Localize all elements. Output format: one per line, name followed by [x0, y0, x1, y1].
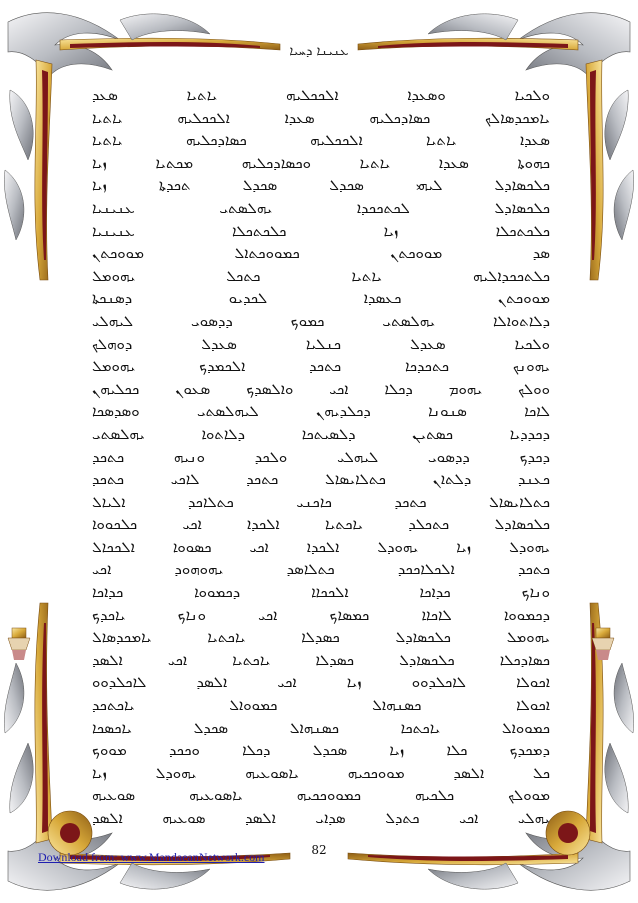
text-line — [92, 242, 550, 265]
text-word: ܡܘܘܠܟ — [508, 786, 550, 805]
text-word: ܙܝܐ — [389, 741, 405, 760]
text-word: ܟܠܟܬܟܠܐ — [495, 221, 550, 240]
text-word: ܟܣܢܗܐܠ — [289, 718, 340, 737]
text-word: ܟܡܘܘܐܠ — [501, 718, 550, 737]
text-word: ܟܬܟܕ — [92, 447, 125, 466]
text-line — [92, 717, 550, 740]
text-word: ܘܠܟܝܐ — [514, 334, 550, 353]
text-word: ܕܟܠܐ — [242, 741, 271, 760]
text-line — [92, 107, 550, 130]
text-word: ܬܟܕܬܐ — [158, 176, 191, 195]
text-line — [92, 378, 550, 401]
text-line — [92, 536, 550, 559]
text-word: ܕܡܟܕܟ — [509, 741, 550, 760]
text-word: ܣܥܘܢ — [175, 379, 211, 398]
text-word: ܐܠܟܠܐܟܟܕ — [397, 560, 455, 579]
text-word: ܝܐܬܝܐ — [92, 108, 123, 127]
text-word: ܐܠܣܕ — [453, 763, 485, 782]
text-word: ܙܝܐ — [92, 176, 107, 195]
text-word: ܝܗܠܣܬܝ — [219, 198, 273, 217]
text-word: ܟܬܟܕܟܐ — [404, 357, 450, 376]
text-word: ܕܕܣܘܝ — [190, 311, 233, 330]
text-word: ܐܠܟܕܐ — [247, 515, 280, 534]
text-word: ܐܟܝ — [167, 650, 188, 669]
text-word: ܣܟܕܠ — [329, 176, 364, 195]
text-word: ܣܘܥܝܗ — [92, 786, 136, 805]
text-word: ܡܘܘܟܬܢ — [92, 244, 145, 263]
text-word: ܐܠܝܐܠ — [92, 492, 126, 511]
text-word: ܟܬܟܕ — [394, 492, 427, 511]
text-word: ܠܝܗܝ — [415, 176, 443, 195]
text-line — [92, 468, 550, 491]
text-word: ܕܟܕܕܝܐ — [509, 424, 550, 443]
text-word: ܐܠܟܕܐ — [306, 537, 340, 556]
text-word: ܟܠܟܣܐܕܠ — [399, 650, 455, 669]
text-word: ܝܗܘܢܟ — [512, 357, 550, 376]
text-word: ܕܠܣܝܬܟܐ — [301, 424, 356, 443]
text-word: ܟܕܐܟܐ — [92, 583, 124, 602]
download-link[interactable]: Download from: www.MandaeanNetwork.com — [38, 850, 265, 864]
text-word: ܠܟܬܟܟܕܐ — [356, 198, 410, 217]
text-word: ܙܝܐ — [383, 221, 399, 240]
text-word: ܠܐܟܠܕܘܘ — [92, 673, 147, 692]
text-word: ܐܠܟܡܕܟ — [199, 357, 246, 376]
text-word: ܟܠ — [532, 763, 550, 782]
text-line — [92, 739, 550, 762]
text-word: ܣܥܕܠ — [201, 334, 237, 353]
text-word: ܐܠܟܟܐܠ — [92, 537, 135, 556]
text-word: ܟܡܘܘܟܟܝܗ — [296, 786, 362, 805]
text-word: ܟܬܟܕ — [309, 357, 342, 376]
text-word: ܐܟܘܠܐ — [516, 696, 550, 715]
text-word: ܟܬܠܐܝܣܐܠ — [489, 492, 550, 511]
text-word: ܠܟܕܝܘ — [228, 289, 268, 308]
text-word: ܝܗܘܡܠ — [92, 357, 136, 376]
text-word: ܝܐܟܬܟܕ — [92, 696, 135, 715]
text-line — [92, 694, 550, 717]
text-word: ܣܢܘܢܐ — [428, 402, 467, 421]
text-word: ܐܠܣܕ — [245, 809, 276, 827]
text-word: ܟܬܟܠܕ — [408, 515, 450, 534]
text-word: ܣܟܕܠ — [242, 176, 278, 195]
text-word: ܘܐܠܣܕܟ — [246, 379, 294, 398]
text-word: ܣܟܕܠ — [312, 741, 348, 760]
text-word: ܝܐܣܘܥܝܗ — [245, 763, 299, 782]
text-word: ܠܐܟܐܐ — [421, 605, 452, 624]
text-word: ܐܠܟܟܠܝܗ — [177, 108, 230, 127]
text-word: ܟܬܟܠ — [226, 266, 261, 285]
text-word: ܟܬܠܐܟܕ — [188, 492, 234, 511]
text-word: ܟܣܬܝܢ — [412, 424, 454, 443]
text-word: ܘܘܠܟ — [518, 379, 550, 398]
text-word: ܕܟܠܕܝܗܢ — [316, 402, 371, 421]
text-line — [92, 649, 550, 672]
text-word: ܘܟܟܕ — [169, 741, 200, 760]
text-line — [92, 446, 550, 469]
text-line — [92, 762, 550, 785]
text-line — [92, 287, 550, 310]
text-word: ܟܠܟܣܐܕܠ — [395, 628, 451, 647]
text-word: ܐܠܟܟܠܝܗ — [286, 86, 339, 104]
text-word: ܟܬܟܕ — [246, 470, 279, 489]
text-word: ܕܠܐܬܘܐܠܐ — [492, 311, 550, 330]
text-word: ܟܣܕܠܐ — [301, 628, 340, 647]
text-word: ܝܗܘܕܠ — [377, 537, 419, 556]
text-word: ܝܐܟܬܟܐ — [400, 718, 441, 737]
text-word: ܣܟܕܠ — [193, 718, 229, 737]
text-word: ܡܟܬܝܐ — [155, 153, 194, 172]
text-word: ܟܠܟܣܐܕܠ — [494, 176, 550, 195]
text-word: ܣܥܕ — [92, 86, 118, 104]
text-word: ܟܬܟܕ — [517, 560, 550, 579]
text-word: ܝܐܟܬܝܐ — [207, 628, 246, 647]
text-line — [92, 355, 550, 378]
text-word: ܟܠܟܣܐܕܠ — [494, 515, 550, 534]
text-line — [92, 513, 550, 536]
text-word: ܐܠܣܕ — [196, 673, 228, 692]
text-word: ܟܡܘܘܟܬܐܠ — [234, 244, 300, 263]
text-word: ܟܬܟܕ — [92, 470, 125, 489]
text-word: ܟܠܟܣܐܕܠ — [494, 198, 550, 217]
page-number: 82 — [311, 843, 327, 857]
text-word: ܟܬܠܐܝܣܐܠ — [325, 470, 386, 489]
text-word: ܠܐܟܠܕܘܘ — [411, 673, 466, 692]
text-word: ܐܟܝ — [249, 537, 269, 556]
text-word: ܐܠܟܟܠܝܗ — [310, 131, 363, 150]
text-word: ܝܐܬܝܐ — [186, 86, 218, 104]
text-word: ܡܘܘܟܬܢ — [497, 289, 550, 308]
text-word: ܟܠܬܟܟܕܐܠܝܗ — [472, 266, 550, 285]
text-word: ܟܥܣܕܐ — [363, 289, 402, 308]
text-word: ܐܠܣܕ — [92, 650, 123, 669]
text-word: ܙܝܐ — [92, 763, 107, 782]
text-word: ܡܘܘܟܬܢ — [390, 244, 443, 263]
text-line — [92, 333, 550, 356]
text-word: ܝܗܘܡ — [448, 379, 483, 398]
text-word: ܘܠܟܕ — [254, 447, 288, 466]
text-word: ܠܝܗܠܝ — [92, 311, 134, 330]
text-word: ܣܥܕܐ — [519, 131, 550, 150]
text-word: ܘܢܐܟ — [177, 605, 207, 624]
text-line — [92, 197, 550, 220]
text-word: ܐܟܝ — [329, 379, 349, 398]
text-word: ܕܟܡܘܘܐ — [194, 583, 241, 602]
text-line — [92, 174, 550, 197]
text-word: ܟܐܟܢܝ — [296, 492, 332, 511]
text-word: ܐܟܝ — [277, 673, 297, 692]
text-line — [92, 400, 550, 423]
text-word: ܘܣܥܕܐ — [407, 86, 446, 104]
text-word: ܠܐܟܐ — [524, 402, 550, 421]
text-word: ܟܠܟܬܟܠܐ — [231, 221, 287, 240]
text-word: ܙܝܐ — [346, 673, 362, 692]
text-word: ܝܐܡܟܕܣܐܠ — [92, 628, 152, 647]
text-word: ܝܐܟܣܟܐ — [92, 718, 132, 737]
text-word: ܣܥܕܐ — [438, 153, 469, 172]
text-word: ܐܟܝ — [92, 560, 112, 579]
text-word: ܣܕܐܝ — [315, 809, 346, 827]
text-word: ܝܐܬܝܐ — [351, 266, 382, 285]
text-word: ܝܗܠܣܬܝ — [382, 311, 436, 330]
text-word: ܟܬܠܐܣܕ — [286, 560, 335, 579]
text-word: ܐܟܘܠܐ — [516, 673, 550, 692]
pillar-ornament-left — [8, 628, 30, 660]
text-word: ܟܡܘܟ — [290, 311, 325, 330]
text-word: ܟܣܕܠܐ — [315, 650, 355, 669]
text-word: ܘܣܕܣܟܐ — [92, 402, 140, 421]
text-word: ܟܬܕܠ — [385, 809, 420, 827]
text-word: ܟܠܟܝܗ — [415, 786, 455, 805]
text-word: ܕܟܠܐ — [384, 379, 413, 398]
text-word: ܟܗܘܬܐ — [517, 153, 550, 172]
text-word: ܣܘܥܝܗ — [162, 809, 206, 827]
text-word: ܝܐܟܬܝܐ — [324, 515, 364, 534]
text-word: ܝܗܘܡܠ — [506, 628, 550, 647]
text-word: ܝܐܟܕܟ — [92, 605, 126, 624]
text-word: ܠܐܟܝ — [170, 470, 200, 489]
text-word: ܡܘܘܟܟܝܗ — [347, 763, 405, 782]
text-word: ܟܠܟܘܘܐ — [92, 515, 138, 534]
text-line — [92, 220, 550, 243]
text-word: ܝܐܬܝܐ — [92, 131, 123, 150]
text-word: ܝܗܘܕܠ — [155, 763, 197, 782]
text-word: ܕܣܢܟܬܐ — [92, 289, 133, 308]
text-line — [92, 581, 550, 604]
text-word: ܝܐܬܝܐ — [426, 131, 457, 150]
text-word: ܣܥܕܠ — [410, 334, 446, 353]
text-word: ܠܝܗܠܣܬܝ — [196, 402, 259, 421]
text-word: ܝܐܡܟܕܣܐܠܟ — [485, 108, 550, 127]
text-word: ܕܟܕܟ — [519, 447, 550, 466]
text-word: ܕܠܬܐܢ — [432, 470, 472, 489]
text-line — [92, 604, 550, 627]
text-word: ܝܗܘܡܠ — [92, 266, 136, 285]
text-line — [92, 784, 550, 807]
text-line — [92, 807, 550, 830]
text-line — [92, 152, 550, 175]
text-word: ܕܕܣܘܝ — [427, 447, 470, 466]
text-word: ܟܠܐ — [446, 741, 468, 760]
text-word: ܟܣܢܗܐܠ — [372, 696, 422, 715]
text-word: ܘܟܣܐܕܟܠܝܗ — [241, 153, 312, 172]
text-word: ܐܠܟܟܐܐ — [311, 583, 349, 602]
text-line — [92, 265, 550, 288]
text-word: ܝܐܟܬܝܐ — [232, 650, 271, 669]
text-word: ܕܟܡܘܘܐ — [503, 605, 550, 624]
text-line — [92, 626, 550, 649]
text-line — [92, 423, 550, 446]
text-word: ܟܣܐܕܟܠܝܗ — [185, 131, 247, 150]
text-word: ܕܘܗܠܟ — [92, 334, 133, 353]
text-word: ܟܕܐܟܐ — [419, 583, 451, 602]
text-word: ܐܠܣܕ — [92, 809, 123, 827]
text-word: ܝܗܠܣܬܝ — [92, 424, 145, 443]
text-word: ܝܗܘܗܘܕ — [174, 560, 224, 579]
text-word: ܘܢܐܟ — [521, 583, 550, 602]
text-word: ܡܘܘܟ — [92, 741, 127, 760]
text-word: ܕܠܐܬܘܐ — [201, 424, 246, 443]
text-word: ܟܣܐܕܟܠܝܗ — [369, 108, 431, 127]
text-line — [92, 491, 550, 514]
text-word: ܟܣܘܘܐ — [172, 537, 212, 556]
text-line — [92, 310, 550, 333]
text-word: ܐܟܝ — [258, 605, 278, 624]
text-word: ܥܢܝܢܝܐ — [92, 221, 135, 240]
text-word: ܐܟܝ — [182, 515, 202, 534]
text-word: ܘܢܝܗ — [173, 447, 205, 466]
text-word: ܝܐܬܝܐ — [359, 153, 391, 172]
text-word: ܣܕ — [532, 244, 550, 263]
text-line — [92, 129, 550, 152]
text-word: ܐܟܝ — [459, 809, 479, 827]
text-word: ܟܣܐܕܟܠܐ — [499, 650, 550, 669]
body-text — [92, 84, 550, 830]
text-word: ܠܝܗܠܝ — [337, 447, 379, 466]
text-word: ܙܝܐ — [456, 537, 472, 556]
text-word: ܟܟܠܝܗܢ — [92, 379, 140, 398]
text-word: ܥܢܝܢܝܐ — [92, 198, 135, 217]
text-word: ܘܠܟܝܐ — [514, 86, 550, 104]
text-word: ܝܐܣܘܥܝܗ — [189, 786, 243, 805]
text-word: ܝܗܠܝ — [517, 809, 550, 827]
text-line — [92, 671, 550, 694]
text-word: ܟܢܠܝܐ — [305, 334, 342, 353]
text-word: ܟܡܘܘܐܠ — [229, 696, 278, 715]
text-word: ܝܗܘܕܠ — [509, 537, 550, 556]
text-word: ܙܝܐ — [92, 153, 107, 172]
text-line — [92, 84, 550, 107]
text-line — [92, 558, 550, 581]
text-word: ܣܥܕܐ — [284, 108, 315, 127]
text-word: ܟܥܢܕ — [518, 470, 550, 489]
text-word: ܟܡܣܐܟ — [329, 605, 370, 624]
page-header: ܥܢܝܢܐ ܕܚܝܐ — [289, 44, 349, 59]
